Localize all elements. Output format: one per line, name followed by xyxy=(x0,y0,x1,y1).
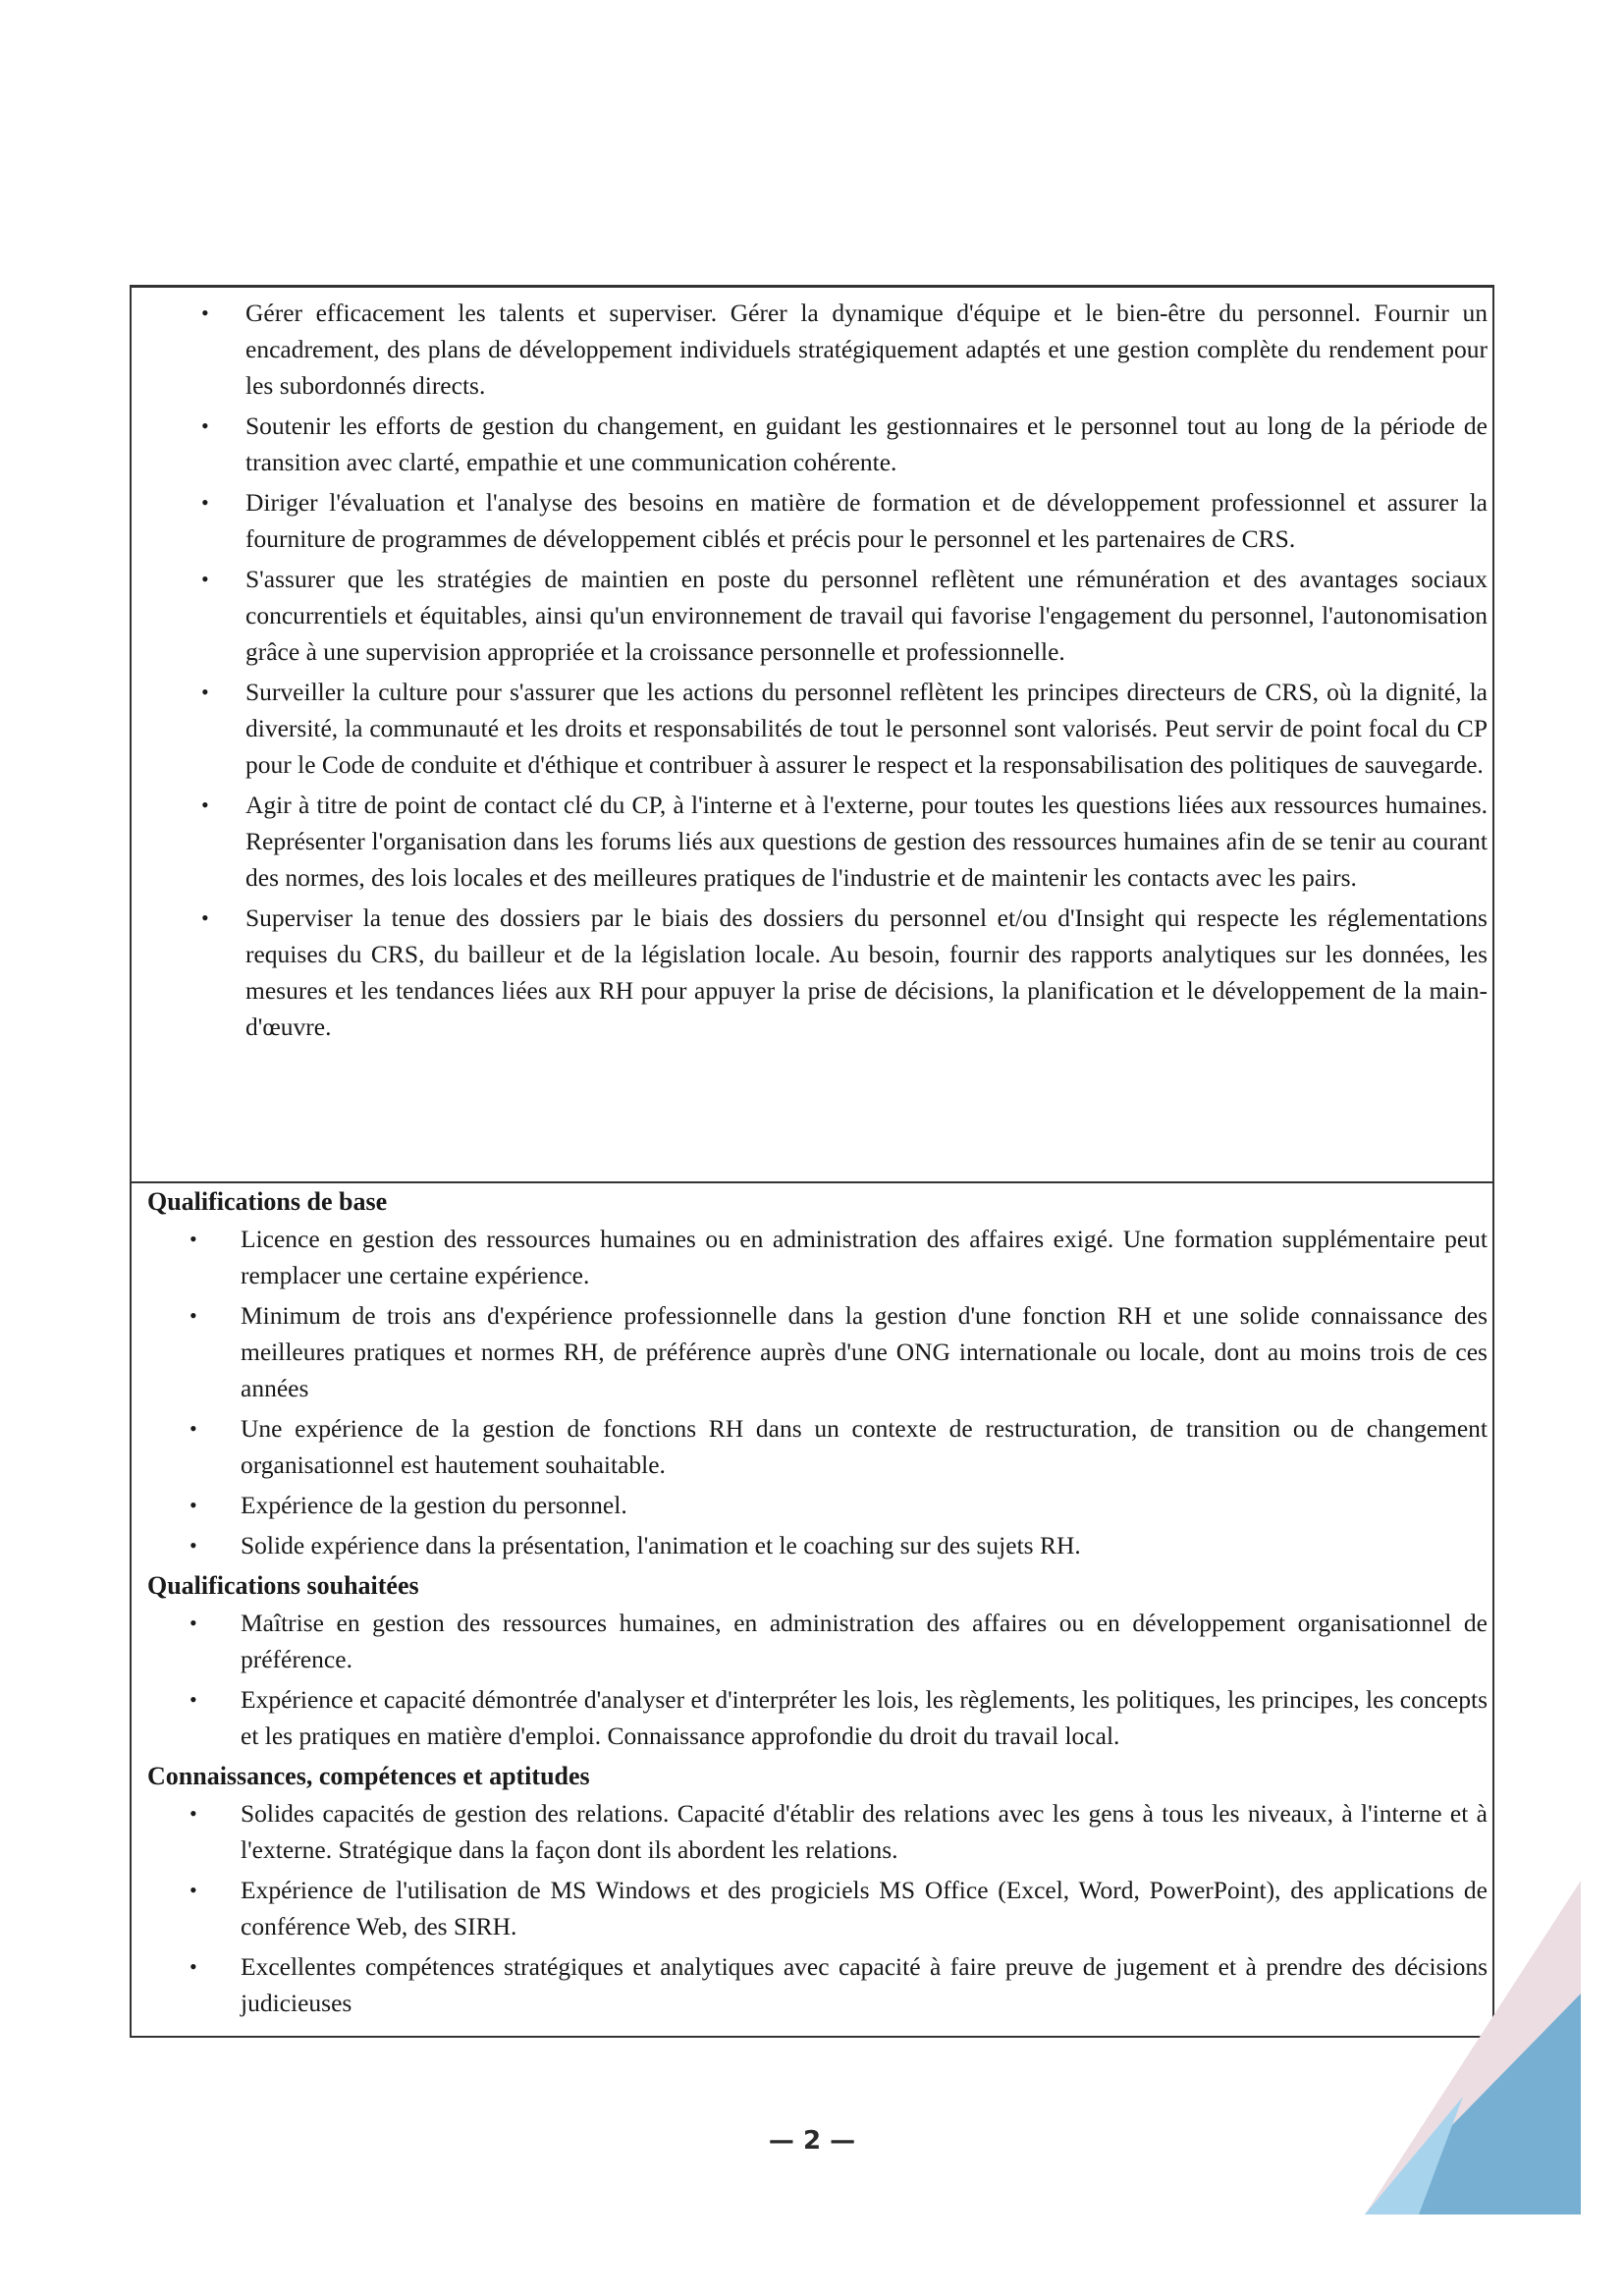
section-list xyxy=(147,1605,1488,1754)
responsibilities-list xyxy=(147,295,1488,1049)
page-number: — 2 — xyxy=(768,2126,856,2156)
list-item-text: Superviser la tenue des dossiers par le biais des dossiers du personnel et/ou d'Insight qui respecte les réglementations requises du CRS, du bailleur et de la législation locale. Au besoin, fournir des rapports analytiques sur les données, les mesures et les tendances liées aux RH pour appuyer la prise de décisions, la planification et le développement de la main-d'œuvre. xyxy=(245,903,1488,1041)
list-item-text: Soutenir les efforts de gestion du changement, en guidant les gestionnaires et le personnel tout au long de la période de transition avec clarté, empathie et une communication cohérente. xyxy=(245,411,1488,476)
list-item xyxy=(147,674,1488,783)
section-heading: Connaissances, compétences et aptitudes xyxy=(147,1762,590,1790)
section-list xyxy=(147,1221,1488,1563)
bullet-icon: • xyxy=(189,1227,197,1251)
list-item xyxy=(147,408,1488,480)
list-item-text: Solides capacités de gestion des relations. Capacité d'établir des relations avec les gens à tous les niveaux, à l'interne et à l'externe. Stratégique dans la façon dont ils abordent les relations. xyxy=(241,1799,1488,1864)
bullet-icon: • xyxy=(189,1687,197,1712)
list-item-text: S'assurer que les stratégies de maintien en poste du personnel reflètent une rémunération et des avantages sociaux concurrentiels et équitables, ainsi qu'un environnement de travail qui favorise l'engagement du personnel, l'autonomisation grâce à une supervision appropriée et la croissance personnelle et professionnelle. xyxy=(245,565,1488,666)
bullet-icon: • xyxy=(201,567,209,591)
list-item-text: Une expérience de la gestion de fonctions RH dans un contexte de restructuration, de transition ou de changement organisationnel est hautement souhaitable. xyxy=(241,1414,1488,1479)
bullet-icon: • xyxy=(201,905,209,930)
list-item xyxy=(147,1872,1488,1944)
list-item-text: Solide expérience dans la présentation, l'animation et le coaching sur des sujets RH. xyxy=(241,1531,1081,1559)
list-item-text: Diriger l'évaluation et l'analyse des besoins en matière de formation et de développement professionnel et assurer la fourniture de programmes de développement ciblés et précis pour le personnel et les partenaires de CRS. xyxy=(245,488,1488,553)
bullet-icon: • xyxy=(189,1493,197,1517)
section-heading: Qualifications souhaitées xyxy=(147,1571,419,1600)
section-list xyxy=(147,1795,1488,2021)
list-item-text: Surveiller la culture pour s'assurer que les actions du personnel reflètent les principes directeurs de CRS, où la dignité, la diversité, la communauté et les droits et responsabilités de tout le personnel sont valorisés. Peut servir de point focal du CP pour le Code de conduite et d'éthique et contribuer à assurer le respect et la responsabilisation des politiques de sauvegarde. xyxy=(245,678,1488,779)
list-item xyxy=(147,1605,1488,1677)
bullet-icon: • xyxy=(189,1416,197,1441)
list-item xyxy=(147,787,1488,896)
bullet-icon: • xyxy=(189,1801,197,1826)
list-item xyxy=(147,1527,1488,1563)
list-item-text: Licence en gestion des ressources humaines ou en administration des affaires exigé. Une formation supplémentaire peut remplacer une certaine expérience. xyxy=(241,1225,1488,1289)
list-item-text: Maîtrise en gestion des ressources humaines, en administration des affaires ou en développement organisationnel de préférence. xyxy=(241,1609,1488,1673)
qualifications-sections xyxy=(147,1183,1488,2025)
corner-decoration xyxy=(1345,1871,1591,2234)
list-item-text: Gérer efficacement les talents et superviser. Gérer la dynamique d'équipe et le bien-être du personnel. Fournir un encadrement, des plans de développement individuels stratégiquement adaptés et une gestion complète du rendement pour les subordonnés directs. xyxy=(245,299,1488,400)
bullet-icon: • xyxy=(201,490,209,515)
list-item-text: Agir à titre de point de contact clé du CP, à l'interne et à l'externe, pour toutes les questions liées aux ressources humaines. Représenter l'organisation dans les forums liés aux questions de gestion des ressources humaines afin de se tenir au courant des normes, des lois locales et des meilleures pratiques de l'industrie et de maintenir les contacts avec les pairs. xyxy=(245,791,1488,892)
bullet-icon: • xyxy=(189,1878,197,1902)
list-item xyxy=(147,1795,1488,1868)
list-item xyxy=(147,900,1488,1045)
list-item xyxy=(147,1948,1488,2021)
list-item-text: Expérience de l'utilisation de MS Windows et des progiciels MS Office (Excel, Word, PowerPoint), des applications de conférence Web, des SIRH. xyxy=(241,1876,1488,1941)
bullet-icon: • xyxy=(189,1533,197,1558)
list-item xyxy=(147,295,1488,404)
list-item xyxy=(147,1410,1488,1483)
list-item xyxy=(147,1681,1488,1754)
list-item xyxy=(147,1221,1488,1293)
bullet-icon: • xyxy=(201,793,209,817)
list-item xyxy=(147,1487,1488,1523)
list-item xyxy=(147,561,1488,670)
section-heading: Qualifications de base xyxy=(147,1187,388,1216)
bullet-icon: • xyxy=(201,413,209,438)
list-item xyxy=(147,1297,1488,1406)
list-item-text: Expérience de la gestion du personnel. xyxy=(241,1491,627,1519)
list-item-text: Excellentes compétences stratégiques et analytiques avec capacité à faire preuve de jugement et à prendre des décisions judicieuses xyxy=(241,1952,1488,2017)
list-item xyxy=(147,484,1488,557)
bullet-icon: • xyxy=(201,680,209,704)
list-item-text: Minimum de trois ans d'expérience professionnelle dans la gestion d'une fonction RH et une solide connaissance des meilleures pratiques et normes RH, de préférence auprès d'une ONG internationale ou locale, dont au moins trois de ces années xyxy=(241,1301,1488,1402)
bullet-icon: • xyxy=(189,1611,197,1635)
list-item-text: Expérience et capacité démontrée d'analyser et d'interpréter les lois, les règlements, les politiques, les principes, les concepts et les pratiques en matière d'emploi. Connaissance approfondie du droit du travail local. xyxy=(241,1685,1488,1750)
bullet-icon: • xyxy=(201,301,209,325)
bullet-icon: • xyxy=(189,1954,197,1979)
bullet-icon: • xyxy=(189,1303,197,1328)
